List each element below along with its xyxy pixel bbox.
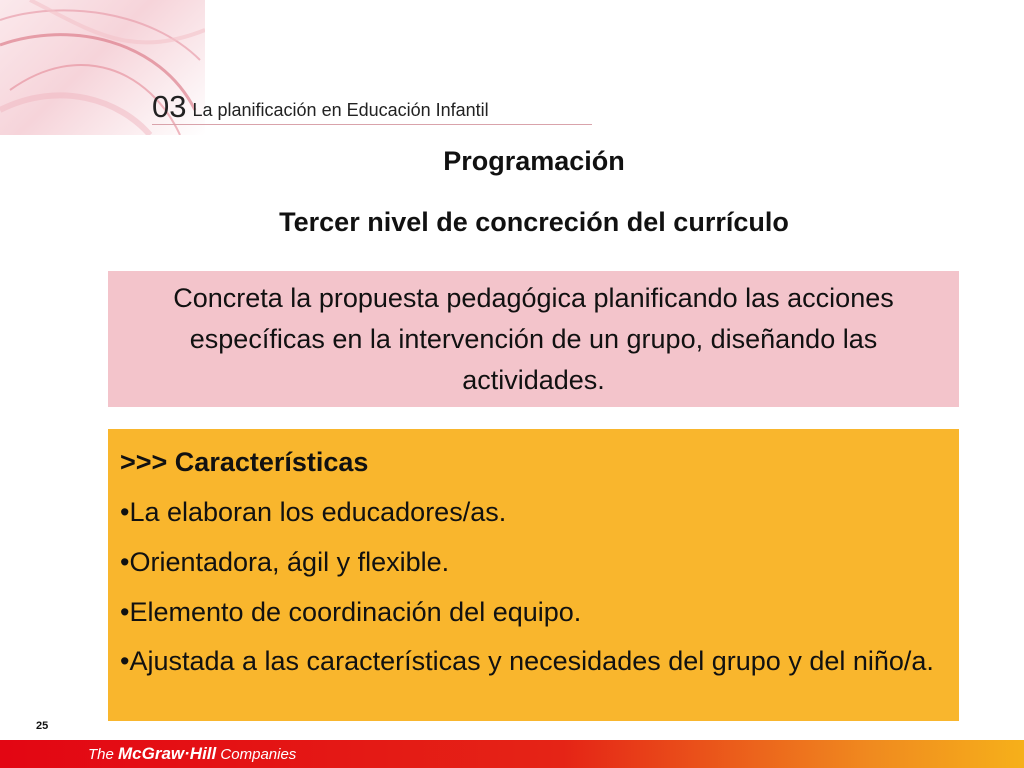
characteristics-list xyxy=(120,487,945,682)
chapter-header xyxy=(152,86,592,125)
list-item: • La elaboran los educadores/as. xyxy=(120,487,945,537)
brand-name: McGraw·Hill xyxy=(118,744,217,763)
chapter-title: La planificación en Educación Infantil xyxy=(192,100,489,121)
brand-suffix: Companies xyxy=(216,746,297,763)
characteristics-box xyxy=(108,429,959,721)
chapter-number: 03 xyxy=(152,89,187,124)
list-item: • Orientadora, ágil y flexible. xyxy=(120,537,945,587)
publisher-logo xyxy=(88,744,296,764)
characteristics-title: >>> Características xyxy=(120,447,369,477)
list-item: • Elemento de coordinación del equipo. xyxy=(120,587,945,637)
definition-box xyxy=(108,271,959,407)
slide-subtitle: Tercer nivel de concreción del currículo xyxy=(279,207,789,237)
brand-prefix: The xyxy=(88,746,119,763)
page-number: 25 xyxy=(36,720,49,732)
slide-title: Programación xyxy=(443,146,625,176)
footer-bar xyxy=(0,740,1024,768)
list-item: • Ajustada a las características y necesidades del grupo y del niño/a. xyxy=(120,641,945,682)
definition-text: Concreta la propuesta pedagógica planificando las acciones específicas en la intervención de un grupo, diseñando las actividades. xyxy=(173,282,894,395)
